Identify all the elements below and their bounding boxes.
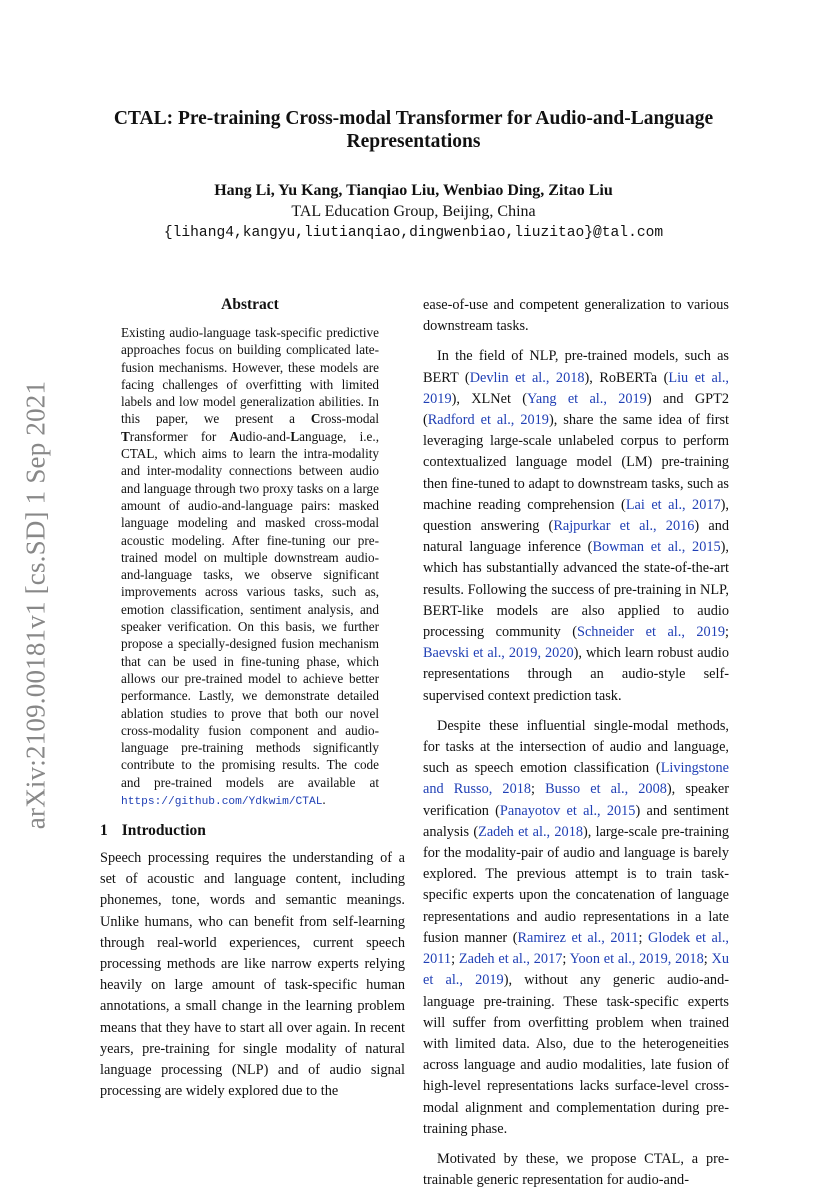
intro-paragraph: Speech processing requires the understanding of a set of acoustic and language content, including phonemes, tone, words and semantic meanings. Unlike humans, who can benefit from self-learning through real-world experiences, current speech processing methods are like narrow experts relying heavily on large amount of task-specific human annotations, a small change in the learning problem means that they have to start all over again. In recent years, pre-training for single modality of natural language processing (NLP) and of audio signal processing are widely explored due to the [100,850,405,1100]
section-heading-introduction: 1 Introduction [100,822,206,839]
arxiv-stamp-text: arXiv:2109.00181v1 [cs.SD] 1 Sep 2021 [20,380,51,830]
abstract-body: Existing audio-language task-specific predictive approaches focus on building complicated late-fusion mechanisms. However, these models are facing challenges of overfitting with limited labels and low model generalization abilities. In this paper, we present a Cross-modal Transformer for Audio-and-Language, i.e., CTAL, which aims to learn the intra-modality and inter-modality connections between audio and language through two proxy tasks on a large amount of audio-and-language pairs: masked language modeling and masked cross-modal acoustic modeling. After fine-tuning our pre-trained model on multiple downstream audio-and-language tasks, we observe significant improvements across various tasks, such as, emotion classification, sentiment analysis, and speaker verification. On this basis, we further propose a specially-designed fusion mechanism that can be used in fine-tuning phase, which allows our pre-trained model to achieve better performance. Lastly, we demonstrate detailed ablation studies to prove that both our novel cross-modality fusion component and audio-language pre-training methods significantly contribute to the promising results. The code and pre-trained models are available at https://github.com/Ydkwim/CTAL. [121,325,380,809]
paragraph-continued: ease-of-use and competent generalization to various downstream tasks. [423,297,729,335]
citation-link[interactable]: Baevski et al., 2019, 2020 [423,645,574,662]
paragraph-audio-language: Despite these influential single-modal methods, for tasks at the intersection of audio and language, such as speech emotion classification (Livingstone and Russo, 2018; Busso et al., 2008), speaker verification (Panayotov et al., 2015) and sentiment analysis (Zadeh et al., 2018), large-scale pre-training for the modality-pair of audio and language is barely explored. The previous attempt is to train task-specific experts upon the concatenation of language representations and audio representations in a late fusion manner (Ramirez et al., 2011; Glodek et al., 2011; Zadeh et al., 2017; Yoon et al., 2019, 2018; Xu et al., 2019), without any generic audio-and-language pre-training. These task-specific experts will suffer from overfitting problem when trained with limited data. Also, due to the heterogeneities across language and audio modalities, late fusion of high-level representations lacks surface-level cross-modal alignment and complementation during pre-training phase. [423,717,730,1137]
citation-link[interactable]: Lai et al., 2017 [625,496,721,513]
paragraph-motivation: Motivated by these, we propose CTAL, a pre-trainable generic representation for audio-and- [423,1150,729,1189]
citation-link[interactable]: Yang et al., 2019 [527,390,647,407]
citation-link[interactable]: Devlin et al., 2018 [469,369,585,386]
citation-link[interactable]: Yoon et al., 2019, 2018 [569,951,704,968]
citation-link[interactable]: Xu et al., 2019 [423,951,729,989]
author-list: Hang Li, Yu Kang, Tianqiao Liu, Wenbiao Ding, Zitao Liu [214,182,613,199]
citation-link[interactable]: Rajpurkar et al., 2016 [553,518,695,535]
citation-link[interactable]: Panayotov et al., 2015 [499,802,636,819]
citation-link[interactable]: Zadeh et al., 2017 [458,951,563,968]
right-column [423,295,729,1191]
citation-link[interactable]: Livingstone and Russo, 2018 [423,760,729,798]
arxiv-stamp [10,380,60,830]
citation-link[interactable]: Ramirez et al., 2011 [517,929,639,946]
paper-title: CTAL: Pre-training Cross-modal Transformer for Audio-and-Language Representations [113,108,714,152]
citation-link[interactable]: Busso et al., 2008 [545,781,667,798]
paragraph-nlp-pretraining: In the field of NLP, pre-trained models, such as BERT (Devlin et al., 2018), RoBERTa (Liu et al., 2019), XLNet (Yang et al., 2019) and GPT2 (Radford et al., 2019), share the same idea of first leveraging large-scale unlabeled corpus to perform contextualized language model (LM) pre-training then fine-tuned to adapt to downstream tasks, such as machine reading comprehension (Lai et al., 2017), question answering (Rajpurkar et al., 2016) and natural language inference (Bowman et al., 2015), which has substantially advanced the state-of-the-art results. Following the success of pre-training in NLP, BERT-like models are also applied to audio processing community (Schneider et al., 2019; Baevski et al., 2019, 2020), which learn robust audio representations through an audio-style self-supervised context prediction task. [423,348,729,704]
citation-link[interactable]: Bowman et al., 2015 [592,539,721,556]
affiliation: TAL Education Group, Beijing, China [291,203,536,220]
citation-link[interactable]: Schneider et al., 2019 [577,624,725,641]
citation-link[interactable]: Zadeh et al., 2018 [478,823,583,840]
author-emails: {lihang4,kangyu,liutianqiao,dingwenbiao,liuzitao}@tal.com [163,225,664,241]
citation-link[interactable]: Liu et al., 2019 [423,369,729,407]
citation-link[interactable]: Radford et al., 2019 [427,412,549,429]
abstract-heading: Abstract [221,296,279,313]
citation-link[interactable]: Glodek et al., 2011 [423,929,730,968]
code-repo-link[interactable]: https://github.com/Ydkwim/CTAL [121,796,323,809]
